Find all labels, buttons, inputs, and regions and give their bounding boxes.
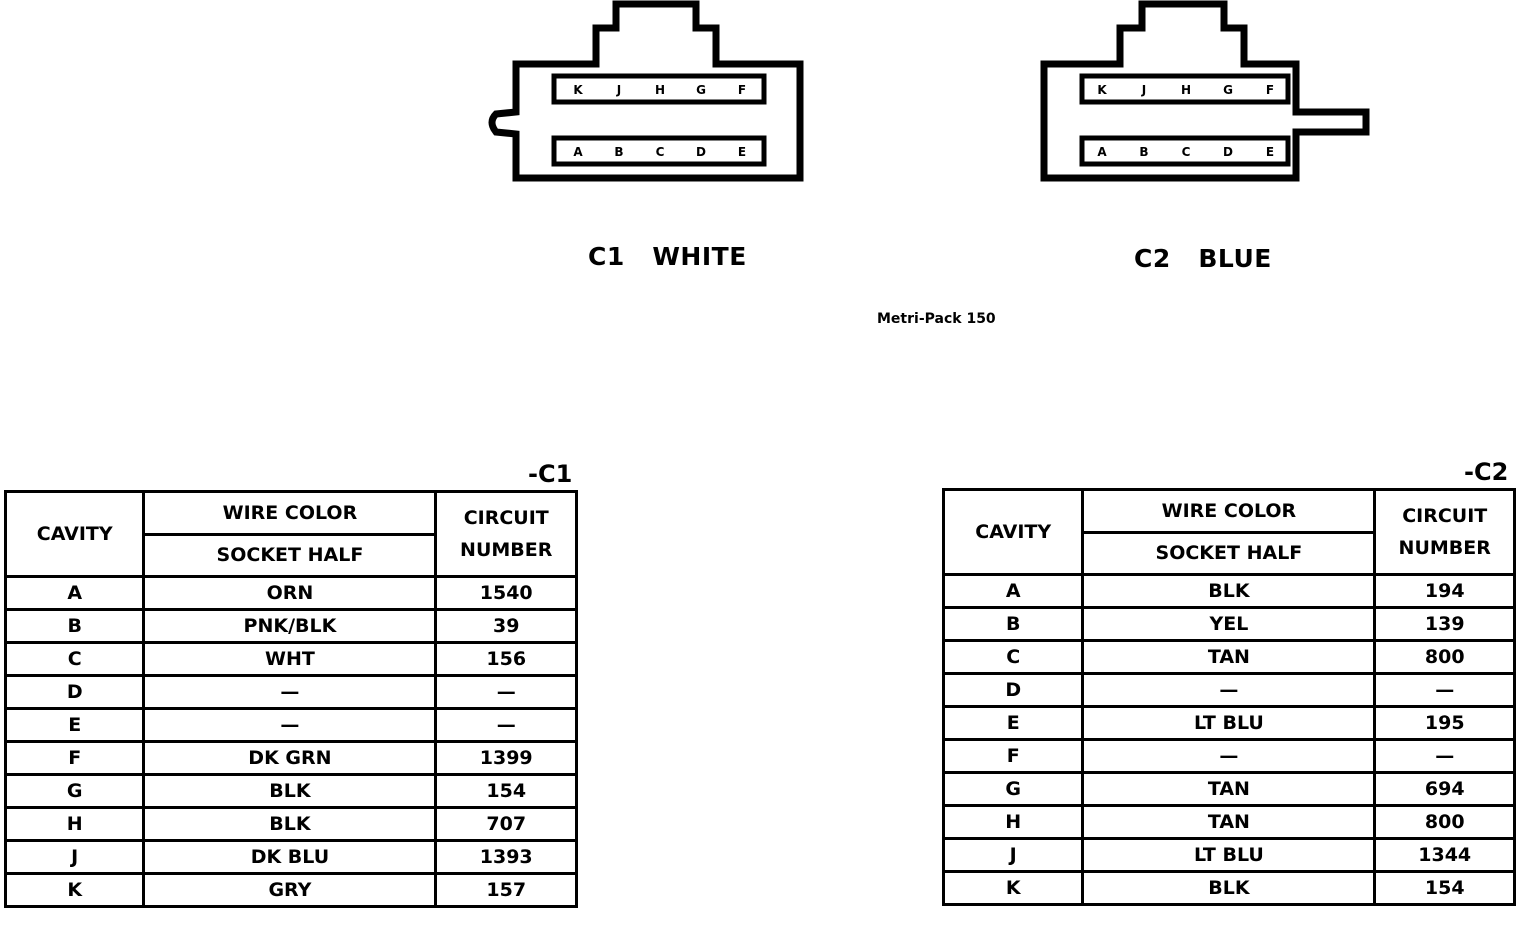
- table-row: [6, 610, 577, 643]
- wire-color-cell: —: [144, 709, 436, 742]
- table-row: [6, 775, 577, 808]
- header-circuit-line1: CIRCUIT: [463, 507, 549, 529]
- pinout-table-c1: [4, 460, 580, 938]
- connector-c2-pin-e: E: [1265, 145, 1275, 159]
- connector-c2-pin-h: H: [1180, 83, 1192, 97]
- connector-c2-pin-k: K: [1097, 83, 1107, 97]
- cavity-cell: E: [6, 709, 144, 742]
- header-socket-half: SOCKET HALF: [144, 534, 436, 577]
- wire-color-cell: LT BLU: [1083, 839, 1375, 872]
- circuit-cell: 195: [1375, 707, 1515, 740]
- header-circuit-number: [436, 492, 577, 577]
- header-cavity: CAVITY: [944, 490, 1083, 575]
- connector-c2-pin-g: G: [1223, 83, 1233, 97]
- cavity-cell: H: [944, 806, 1083, 839]
- connector-c2-pin-c: C: [1181, 145, 1191, 159]
- table-row: [944, 872, 1515, 905]
- connector-c2-pin-d: D: [1223, 145, 1233, 159]
- header-circuit-line2: NUMBER: [1398, 537, 1491, 559]
- circuit-cell: 39: [436, 610, 577, 643]
- connector-c2: [1040, 0, 1380, 185]
- circuit-cell: —: [1375, 740, 1515, 773]
- connector-c1-label: C1 WHITE: [588, 242, 747, 271]
- cavity-cell: G: [6, 775, 144, 808]
- table-row: [944, 674, 1515, 707]
- cavity-cell: E: [944, 707, 1083, 740]
- cavity-cell: B: [6, 610, 144, 643]
- table-row: [6, 808, 577, 841]
- table-c1-grid: [4, 490, 578, 908]
- circuit-cell: 139: [1375, 608, 1515, 641]
- connector-c1-pin-f: F: [737, 83, 747, 97]
- table-row: [944, 773, 1515, 806]
- cavity-cell: F: [6, 742, 144, 775]
- cavity-cell: A: [6, 577, 144, 610]
- connector-c1-pin-g: G: [696, 83, 706, 97]
- cavity-cell: D: [944, 674, 1083, 707]
- circuit-cell: 1399: [436, 742, 577, 775]
- wire-color-cell: DK GRN: [144, 742, 436, 775]
- table-row: [6, 841, 577, 874]
- connector-c1-pin-k: K: [573, 83, 583, 97]
- circuit-cell: 1344: [1375, 839, 1515, 872]
- table-row: [944, 641, 1515, 674]
- pinout-table-c2: [942, 458, 1518, 938]
- table-c2-tag: -C2: [1464, 458, 1509, 486]
- cavity-cell: J: [6, 841, 144, 874]
- circuit-cell: —: [1375, 674, 1515, 707]
- circuit-cell: 194: [1375, 575, 1515, 608]
- cavity-cell: C: [944, 641, 1083, 674]
- connector-c2-pin-a: A: [1097, 145, 1107, 159]
- header-wire-color: WIRE COLOR: [1083, 490, 1375, 533]
- table-row: [6, 676, 577, 709]
- table-row: [6, 577, 577, 610]
- wire-color-cell: ORN: [144, 577, 436, 610]
- wire-color-cell: GRY: [144, 874, 436, 907]
- header-circuit-line2: NUMBER: [460, 539, 553, 561]
- wire-color-cell: —: [144, 676, 436, 709]
- cavity-cell: H: [6, 808, 144, 841]
- connector-c1-pin-a: A: [573, 145, 583, 159]
- wire-color-cell: BLK: [144, 808, 436, 841]
- table-row: [6, 742, 577, 775]
- wire-color-cell: WHT: [144, 643, 436, 676]
- circuit-cell: 707: [436, 808, 577, 841]
- table-row: [944, 740, 1515, 773]
- circuit-cell: 800: [1375, 806, 1515, 839]
- wire-color-cell: BLK: [1083, 872, 1375, 905]
- connector-c1-pin-e: E: [737, 145, 747, 159]
- connector-c2-label: C2 BLUE: [1134, 244, 1272, 273]
- cavity-cell: G: [944, 773, 1083, 806]
- connector-type-subtitle: Metri-Pack 150: [877, 311, 996, 327]
- connector-c2-pin-b: B: [1139, 145, 1149, 159]
- wire-color-cell: —: [1083, 674, 1375, 707]
- wire-color-cell: YEL: [1083, 608, 1375, 641]
- circuit-cell: —: [436, 676, 577, 709]
- wire-color-cell: LT BLU: [1083, 707, 1375, 740]
- circuit-cell: 154: [436, 775, 577, 808]
- circuit-cell: —: [436, 709, 577, 742]
- circuit-cell: 157: [436, 874, 577, 907]
- header-circuit-number: [1375, 490, 1515, 575]
- wire-color-cell: —: [1083, 740, 1375, 773]
- table-c2-grid: [942, 488, 1516, 906]
- wire-color-cell: DK BLU: [144, 841, 436, 874]
- header-cavity: CAVITY: [6, 492, 144, 577]
- connector-c1-pin-c: C: [655, 145, 665, 159]
- table-row: [944, 575, 1515, 608]
- circuit-cell: 800: [1375, 641, 1515, 674]
- table-c1-tag: -C1: [528, 460, 573, 488]
- connector-c2-pin-f: F: [1265, 83, 1275, 97]
- cavity-cell: D: [6, 676, 144, 709]
- connector-c1-pin-b: B: [614, 145, 624, 159]
- circuit-cell: 1540: [436, 577, 577, 610]
- table-row: [6, 643, 577, 676]
- wire-color-cell: TAN: [1083, 806, 1375, 839]
- cavity-cell: K: [6, 874, 144, 907]
- circuit-cell: 154: [1375, 872, 1515, 905]
- table-row: [944, 707, 1515, 740]
- connector-c1: [488, 0, 808, 185]
- wire-color-cell: BLK: [1083, 575, 1375, 608]
- connector-c1-pin-h: H: [654, 83, 666, 97]
- wire-color-cell: TAN: [1083, 641, 1375, 674]
- connector-c2-pin-j: J: [1141, 83, 1147, 97]
- header-circuit-line1: CIRCUIT: [1402, 505, 1488, 527]
- circuit-cell: 694: [1375, 773, 1515, 806]
- header-socket-half: SOCKET HALF: [1083, 532, 1375, 575]
- cavity-cell: C: [6, 643, 144, 676]
- wire-color-cell: TAN: [1083, 773, 1375, 806]
- connector-c1-pin-j: J: [616, 83, 622, 97]
- cavity-cell: B: [944, 608, 1083, 641]
- table-row: [944, 839, 1515, 872]
- cavity-cell: A: [944, 575, 1083, 608]
- table-row: [6, 709, 577, 742]
- connector-c1-pin-d: D: [696, 145, 706, 159]
- header-wire-color: WIRE COLOR: [144, 492, 436, 535]
- table-row: [6, 874, 577, 907]
- wire-color-cell: BLK: [144, 775, 436, 808]
- table-row: [944, 806, 1515, 839]
- table-row: [944, 608, 1515, 641]
- cavity-cell: J: [944, 839, 1083, 872]
- circuit-cell: 156: [436, 643, 577, 676]
- circuit-cell: 1393: [436, 841, 577, 874]
- cavity-cell: K: [944, 872, 1083, 905]
- cavity-cell: F: [944, 740, 1083, 773]
- wire-color-cell: PNK/BLK: [144, 610, 436, 643]
